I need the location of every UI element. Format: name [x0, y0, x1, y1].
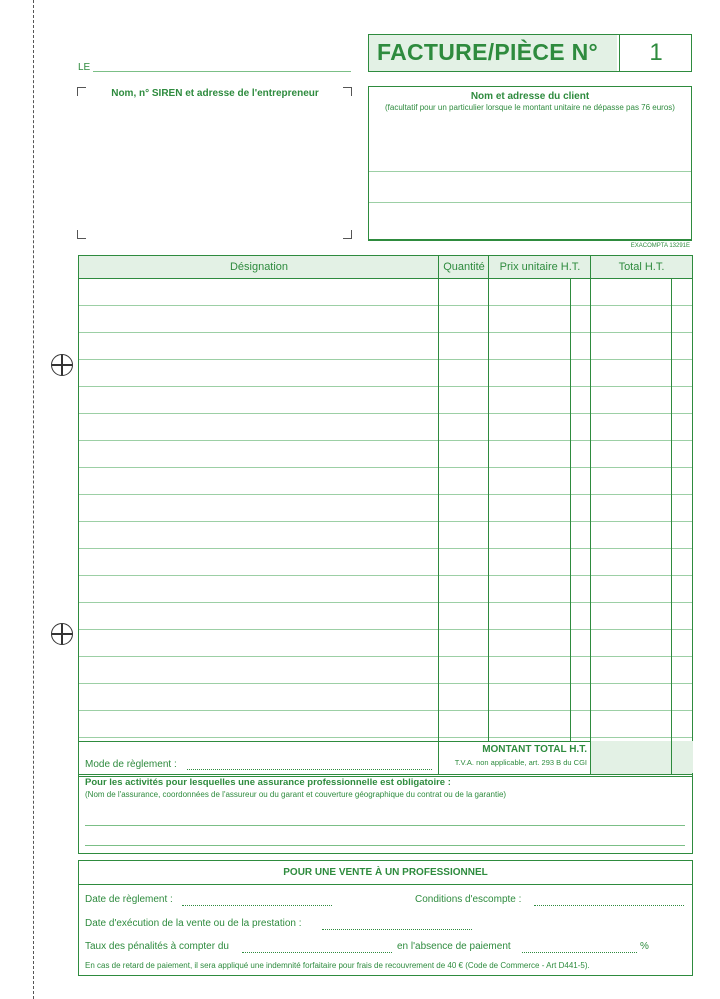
client-box[interactable]	[368, 86, 692, 241]
table-row[interactable]	[79, 629, 692, 630]
absence-label: en l'absence de paiement	[397, 941, 511, 952]
mode-reglement-line[interactable]	[187, 769, 432, 770]
taux-label: Taux des pénalités à compter du	[85, 941, 229, 952]
date-reglement-line[interactable]	[182, 905, 332, 906]
assurance-line[interactable]	[85, 825, 685, 826]
corner-mark	[343, 230, 352, 239]
table-row[interactable]	[79, 575, 692, 576]
client-note: (facultatif pour un particulier lorsque le montant unitaire ne dépasse pas 76 euros)	[385, 103, 675, 112]
table-row[interactable]	[79, 332, 692, 333]
pro-sale-box	[78, 860, 693, 976]
col-total-ht: Total H.T.	[618, 261, 665, 273]
invoice-table	[78, 255, 693, 777]
absence-line[interactable]	[522, 952, 637, 953]
assurance-note: (Nom de l'assurance, coordonnées de l'assureur ou du garant et couverture géographique du contrat ou de la garantie)	[85, 790, 507, 799]
col-designation: Désignation	[229, 261, 289, 273]
table-row[interactable]	[79, 521, 692, 522]
pro-title: POUR UNE VENTE À UN PROFESSIONNEL	[283, 867, 488, 878]
assurance-box	[78, 773, 693, 854]
table-row[interactable]	[79, 359, 692, 360]
conditions-line[interactable]	[534, 905, 684, 906]
col-quantite: Quantité	[443, 261, 485, 273]
table-row[interactable]	[79, 737, 692, 738]
corner-mark	[77, 230, 86, 239]
table-header	[79, 256, 692, 279]
table-row[interactable]	[79, 467, 692, 468]
client-title: Nom et adresse du client	[470, 91, 590, 102]
invoice-number: 1	[619, 35, 692, 71]
conditions-label: Conditions d'escompte :	[415, 894, 522, 905]
total-ht-label: MONTANT TOTAL H.T.	[482, 744, 587, 755]
table-row[interactable]	[79, 413, 692, 414]
table-row[interactable]	[79, 602, 692, 603]
late-payment-notice: En cas de retard de paiement, il sera appliqué une indemnité forfaitaire pour frais de recouvrement de 40 € (Code de Commerce - Art D441-5).	[85, 961, 590, 970]
entrepreneur-label: Nom, n° SIREN et adresse de l'entrepreneur	[111, 88, 319, 99]
taux-line[interactable]	[242, 952, 392, 953]
mode-reglement-label: Mode de règlement :	[85, 759, 177, 770]
assurance-line[interactable]	[85, 845, 685, 846]
date-reglement-label: Date de règlement :	[85, 894, 173, 905]
table-row[interactable]	[79, 386, 692, 387]
tva-note: T.V.A. non applicable, art. 293 B du CGI	[454, 758, 587, 767]
date-execution-label: Date d'exécution de la vente ou de la prestation :	[85, 918, 302, 929]
col-prix-unitaire: Prix unitaire H.T.	[499, 261, 581, 273]
table-row[interactable]	[79, 548, 692, 549]
punch-hole-icon	[51, 354, 73, 376]
table-row[interactable]	[79, 305, 692, 306]
table-row[interactable]	[79, 494, 692, 495]
date-line[interactable]	[93, 71, 351, 72]
table-row[interactable]	[79, 710, 692, 711]
punch-hole-icon	[51, 623, 73, 645]
assurance-title: Pour les activités pour lesquelles une assurance professionnelle est obligatoire :	[85, 777, 451, 788]
product-ref: EXACOMPTA 13291E	[630, 243, 690, 249]
percent-sign: %	[640, 941, 649, 952]
table-row[interactable]	[79, 656, 692, 657]
table-row[interactable]	[79, 440, 692, 441]
le-label: LE	[78, 62, 91, 73]
invoice-title: FACTURE/PIÈCE N°	[377, 39, 599, 65]
date-execution-line[interactable]	[322, 929, 472, 930]
table-row[interactable]	[79, 683, 692, 684]
perforation-line	[33, 0, 34, 999]
invoice-title-box	[368, 34, 692, 72]
